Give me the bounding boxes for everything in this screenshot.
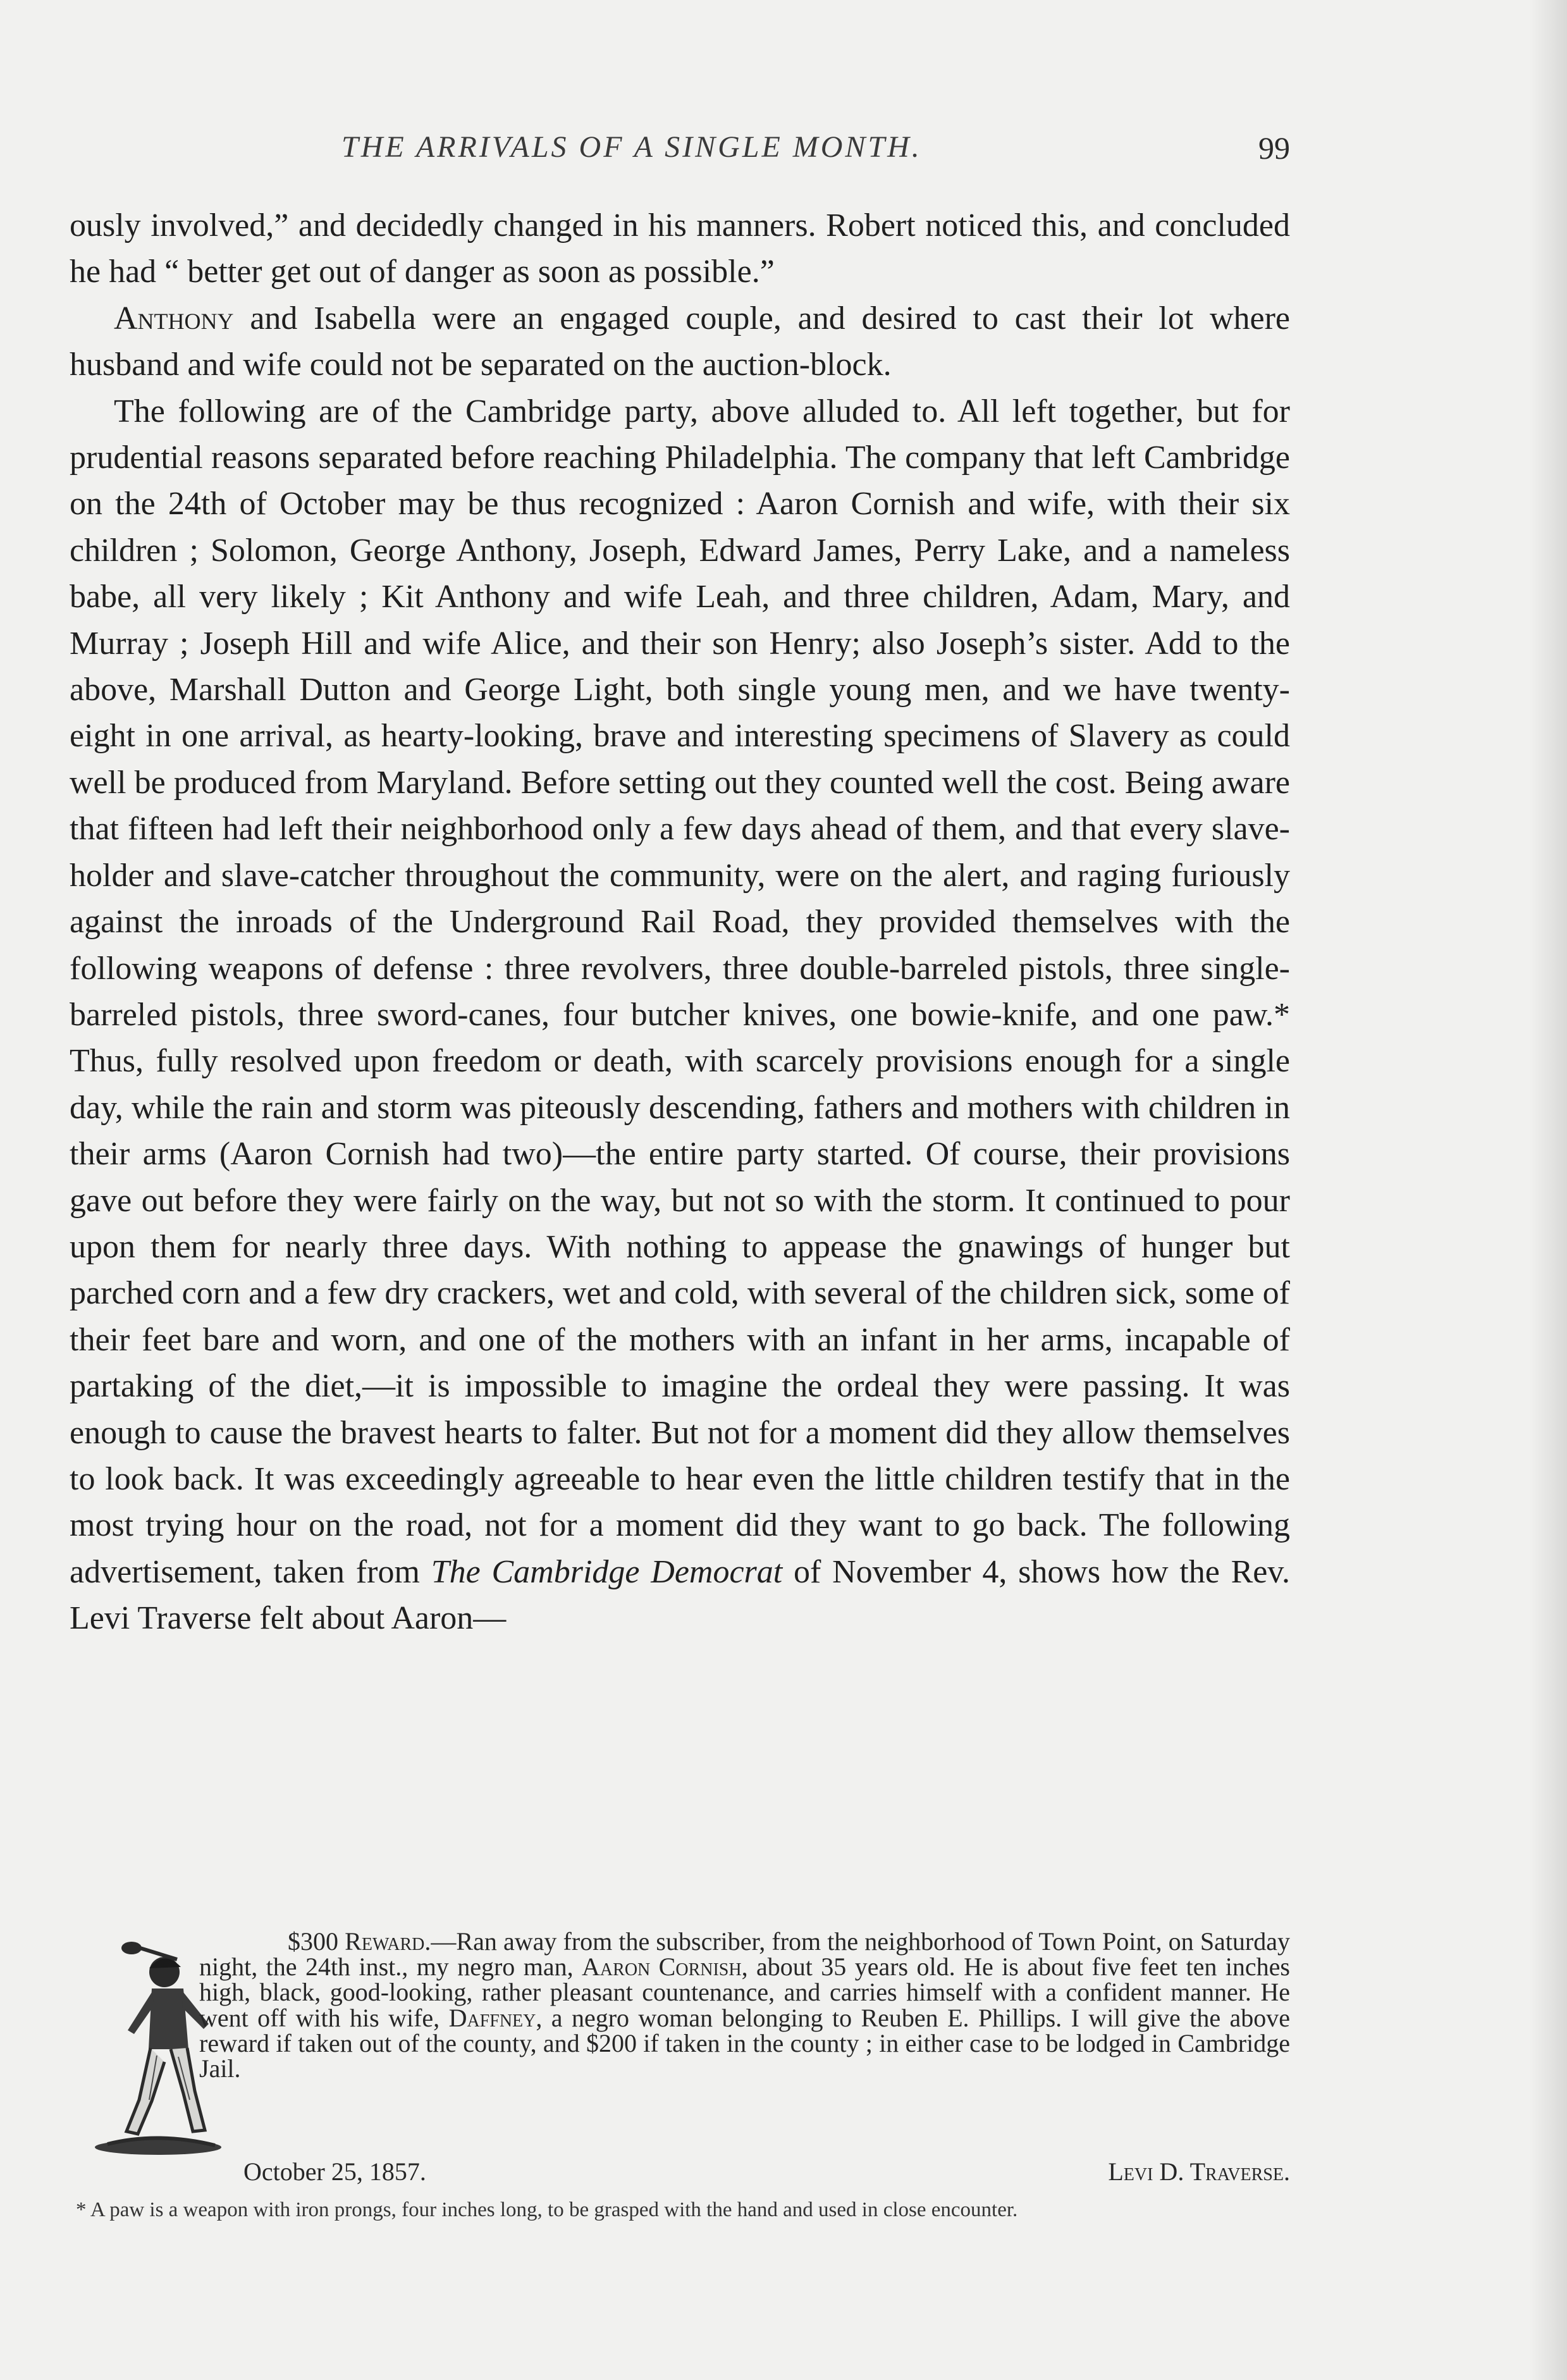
paragraph-3: [70, 388, 1290, 1642]
reward-word: Reward.: [345, 1927, 431, 1956]
paragraph-2-text: and Isabella were an engaged couple, and desired to cast their lot where husband and wife could not be separated on the auction-block.: [70, 300, 1290, 383]
paragraph-1-text: ously involved,” and decidedly changed in his manners. Robert noticed this, and concluded he had “ better get out of danger as soon as possible.”: [70, 207, 1290, 290]
advertisement-signature: Levi D. Traverse.: [1108, 2157, 1290, 2186]
name-anthony: Anthony: [114, 300, 234, 336]
reward-amount: $300: [288, 1927, 345, 1956]
paragraph-1: [70, 202, 1290, 295]
advertisement-text: [199, 1929, 1290, 2081]
runaway-advertisement: [70, 1929, 1290, 2195]
paragraph-3-text-a: The following are of the Cambridge party, above alluded to. All left together, but for prudential reasons separated before reaching Philadelphia. The company that left Cambridge on the 24th of October may be thus recognized : Aaron Cornish and wife, with their six children ; Solomon, George Anthony, Joseph, Edward James, Perry Lake, and a nameless babe, all very likely ; Kit Anthony and wife Leah, and three children, Adam, Mary, and Murray ; Joseph Hill and wife Alice, and their son Henry; also Joseph’s sister. Add to the above, Marshall Dutton and George Light, both single young men, and we have twenty-eight in one arrival, as hearty-looking, brave and interesting specimens of Slavery as could well be produced from Maryland. Before setting out they counted well the cost. Being aware that fifteen had left their neighborhood only a few days ahead of them, and that every slave-holder and slave-catcher throughout the community, were on the alert, and raging furiously against the inroads of the Underground Rail Road, they provided themselves with the following weapons of defense : three revolvers, three double-barreled pistols, three single-barreled pistols, three sword-canes, four butcher knives, one bowie-knife, and one paw.* Thus, fully resolved upon freedom or death, with scarcely provisions enough for a single day, while the rain and storm was piteously descending, fathers and mothers with children in their arms (Aaron Cornish had two)—the entire party started. Of course, their provisions gave out before they were fairly on the way, but not so with the storm. It continued to pour upon them for nearly three days. With nothing to appease the gnawings of hunger but parched corn and a few dry crackers, wet and cold, with several of the children sick, some of their feet bare and worn, and one of the mothers with an infant in her arms, incapable of partaking of the diet,—it is impossible to imagine the ordeal they were passing. It was enough to cause the bravest hearts to falter. But not for a moment did they allow themselves to look back. It was exceedingly agreeable to hear even the little children testify that in the most trying hour on the road, not for a moment did they want to go back. The following advertisement, taken from: [70, 393, 1290, 1590]
page-edge-shadow: [1529, 0, 1567, 2380]
advertisement-text-c: , a negro woman belonging to Reuben E. Phillips. I will give the above reward if taken out of the county, and $200 if taken in the county ; in either case to be lodged in Cambridge Jail.: [199, 2003, 1290, 2083]
advertisement-body: [199, 1929, 1290, 2081]
name-daffney: Daffney: [448, 2003, 536, 2032]
running-head: THE ARRIVALS OF A SINGLE MONTH.: [341, 130, 922, 164]
paragraph-2: [70, 295, 1290, 388]
newspaper-title: The Cambridge Democrat: [431, 1553, 783, 1590]
advertisement-text-b: , about 35 years old. He is about five feet ten inches high, black, good-looking, rather pleasant countenance, and carries himself with a confident manner. He went off with his wife,: [199, 1952, 1290, 2032]
page-header: [70, 130, 1290, 187]
name-aaron-cornish: Aaron Cornish: [582, 1952, 742, 1982]
advertisement-text-a: —Ran away from the subscriber, from the neighborhood of Town Point, on Saturday night, the 24th inst., my negro man,: [199, 1927, 1291, 1982]
footnote-text: * A paw is a weapon with iron prongs, four inches long, to be grasped with the hand and used in close encounter.: [76, 2198, 1018, 2221]
page-number: 99: [1258, 130, 1290, 166]
footnote: [38, 2198, 1290, 2223]
body-text: [70, 202, 1290, 1642]
paragraph-3-text-b: of November 4, shows how the Rev. Levi Traverse felt about Aaron—: [70, 1553, 1290, 1637]
advertisement-date: October 25, 1857.: [243, 2157, 426, 2186]
